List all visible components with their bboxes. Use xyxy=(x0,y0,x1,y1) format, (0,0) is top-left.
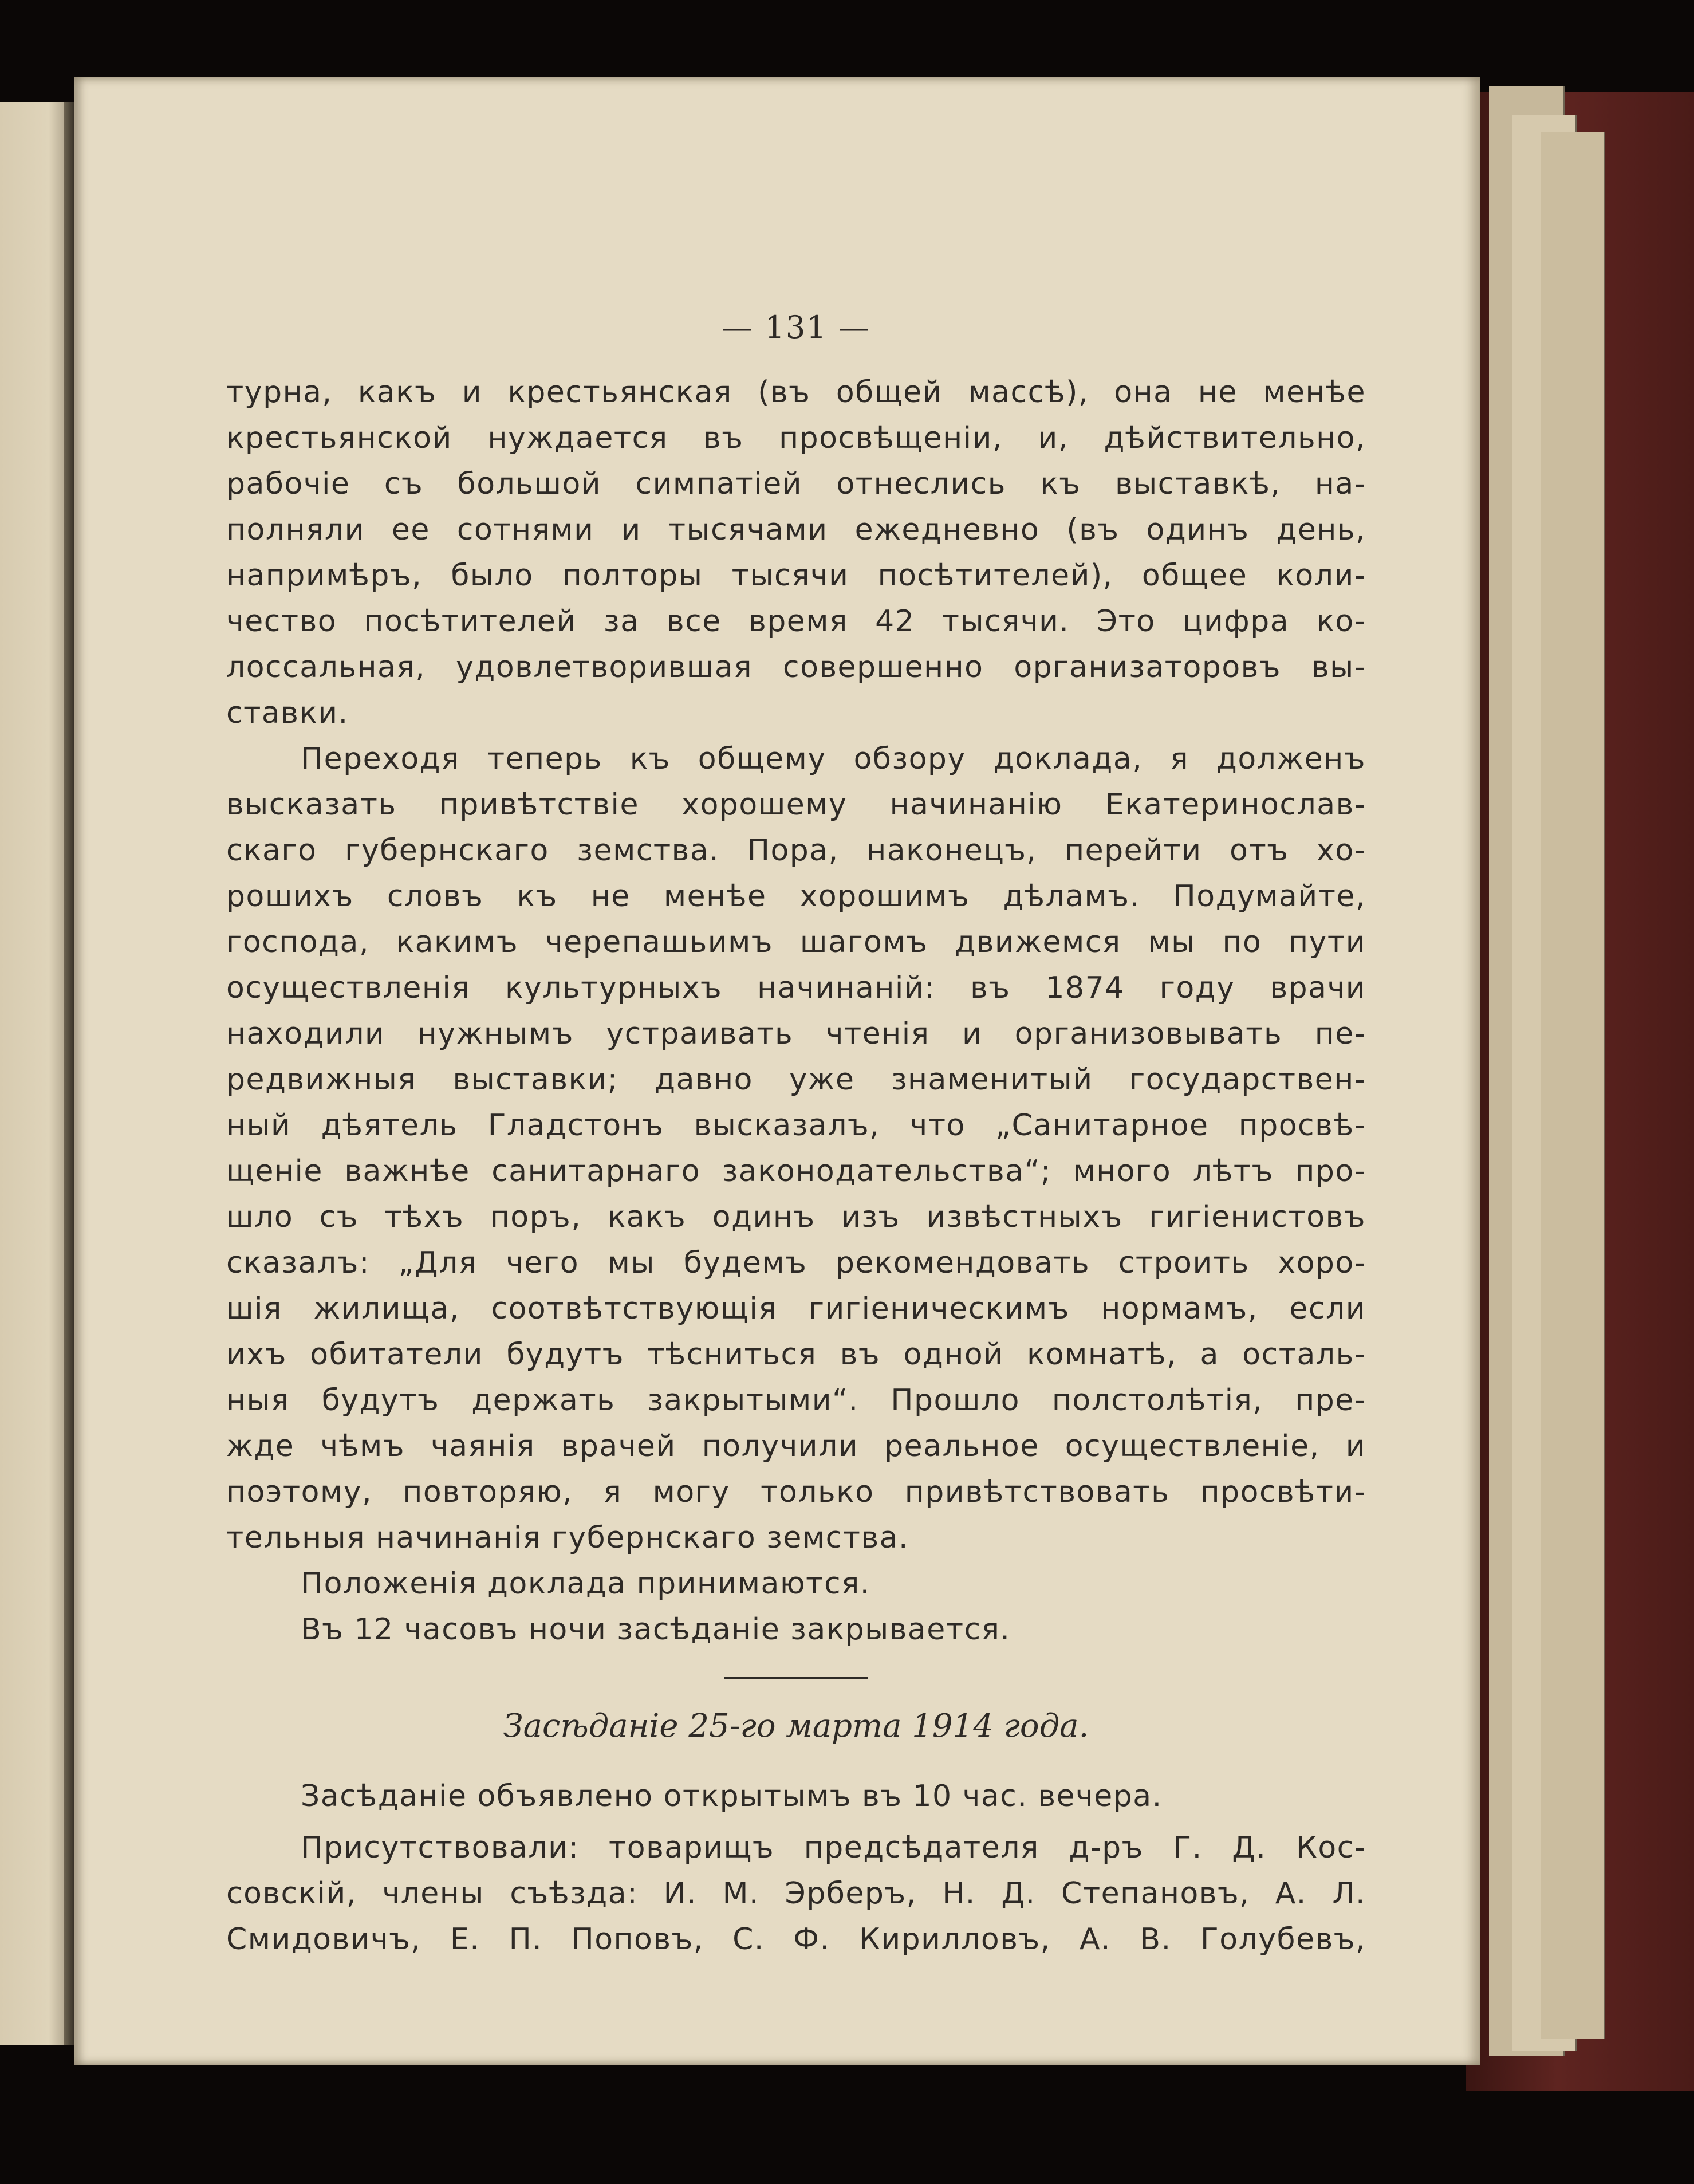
text-line: тельныя начинанія губернскаго земства. xyxy=(226,1521,909,1555)
text-line: ный дѣятель Гладстонъ высказалъ, что „Санитарное просвѣ- xyxy=(226,1108,1366,1143)
text-line: редвижныя выставки; давно уже знаменитый государствен- xyxy=(226,1063,1366,1097)
paragraph-5: Засѣданіе объявлено открытымъ въ 10 час. вечера. xyxy=(301,1779,1163,1813)
text-line: напримѣръ, было полторы тысячи посѣтителей), общее коли- xyxy=(226,558,1366,593)
paragraph-4: Въ 12 часовъ ночи засѣданіе закрывается. xyxy=(301,1612,1011,1647)
text-line: рабочіе съ большой симпатіей отнеслись къ выставкѣ, на- xyxy=(226,467,1366,501)
text-line: рошихъ словъ къ не менѣе хорошимъ дѣламъ. Подумайте, xyxy=(226,879,1366,914)
paragraph-2 xyxy=(226,736,1366,1561)
text-line: крестьянской нуждается въ просвѣщеніи, и, дѣйствительно, xyxy=(226,421,1366,455)
text-line: лоссальная, удовлетворившая совершенно организаторовъ вы- xyxy=(226,650,1366,684)
text-line: чество посѣтителей за все время 42 тысячи. Это цифра ко- xyxy=(226,604,1366,639)
text-line: осуществленія культурныхъ начинаній: въ 1874 году врачи xyxy=(226,971,1366,1005)
session-heading: Засѣданіе 25-го марта 1914 года. xyxy=(503,1707,1089,1745)
book-page xyxy=(74,77,1480,2065)
paragraph-1 xyxy=(226,369,1366,736)
page-content xyxy=(226,232,1366,1962)
text-line: полняли ее сотнями и тысячами ежедневно (въ одинъ день, xyxy=(226,513,1366,547)
previous-page-edge xyxy=(0,102,70,2045)
text-line: ныя будутъ держать закрытыми“. Прошло полстолѣтія, пре- xyxy=(226,1383,1366,1418)
paragraph-3: Положенія доклада принимаются. xyxy=(301,1567,870,1601)
text-line: щеніе важнѣе санитарнаго законодательства“; много лѣтъ про- xyxy=(226,1154,1366,1189)
text-line: совскій, члены съѣзда: И. М. Эрберъ, Н. Д. Степановъ, А. Л. xyxy=(226,1876,1366,1911)
text-line: поэтому, повторяю, я могу только привѣтствовать просвѣти- xyxy=(226,1475,1366,1509)
text-line: сказалъ: „Для чего мы будемъ рекомендовать строить хоро- xyxy=(226,1246,1366,1280)
page-edge xyxy=(1541,132,1605,2039)
text-line: Переходя теперь къ общему обзору доклада, я долженъ xyxy=(301,742,1366,776)
text-line: турна, какъ и крестьянская (въ общей массѣ), она не менѣе xyxy=(226,375,1366,410)
text-line: Присутствовали: товарищъ предсѣдателя д-ръ Г. Д. Кос- xyxy=(301,1831,1366,1865)
text-line: жде чѣмъ чаянія врачей получили реальное осуществленіе, и xyxy=(226,1429,1366,1463)
text-line: господа, какимъ черепашьимъ шагомъ движемся мы по пути xyxy=(226,925,1366,959)
text-line: шло съ тѣхъ поръ, какъ одинъ изъ извѣстныхъ гигіенистовъ xyxy=(226,1200,1366,1234)
text-line: скаго губернскаго земства. Пора, наконецъ, перейти отъ хо- xyxy=(226,833,1366,868)
section-divider xyxy=(724,1677,868,1679)
paragraph-6 xyxy=(226,1825,1366,1962)
text-line: ихъ обитатели будутъ тѣсниться въ одной комнатѣ, а осталь- xyxy=(226,1337,1366,1372)
text-line: шія жилища, соотвѣтствующія гигіеническимъ нормамъ, если xyxy=(226,1292,1366,1326)
text-line: ставки. xyxy=(226,696,349,730)
text-line: Смидовичъ, Е. П. Поповъ, С. Ф. Кирилловъ, А. В. Голубевъ, xyxy=(226,1922,1366,1957)
text-line: находили нужнымъ устраивать чтенія и организовывать пе- xyxy=(226,1017,1366,1051)
text-line: высказать привѣтствіе хорошему начинанію Екатеринослав- xyxy=(226,788,1366,822)
page-number: — 131 — xyxy=(722,309,870,345)
